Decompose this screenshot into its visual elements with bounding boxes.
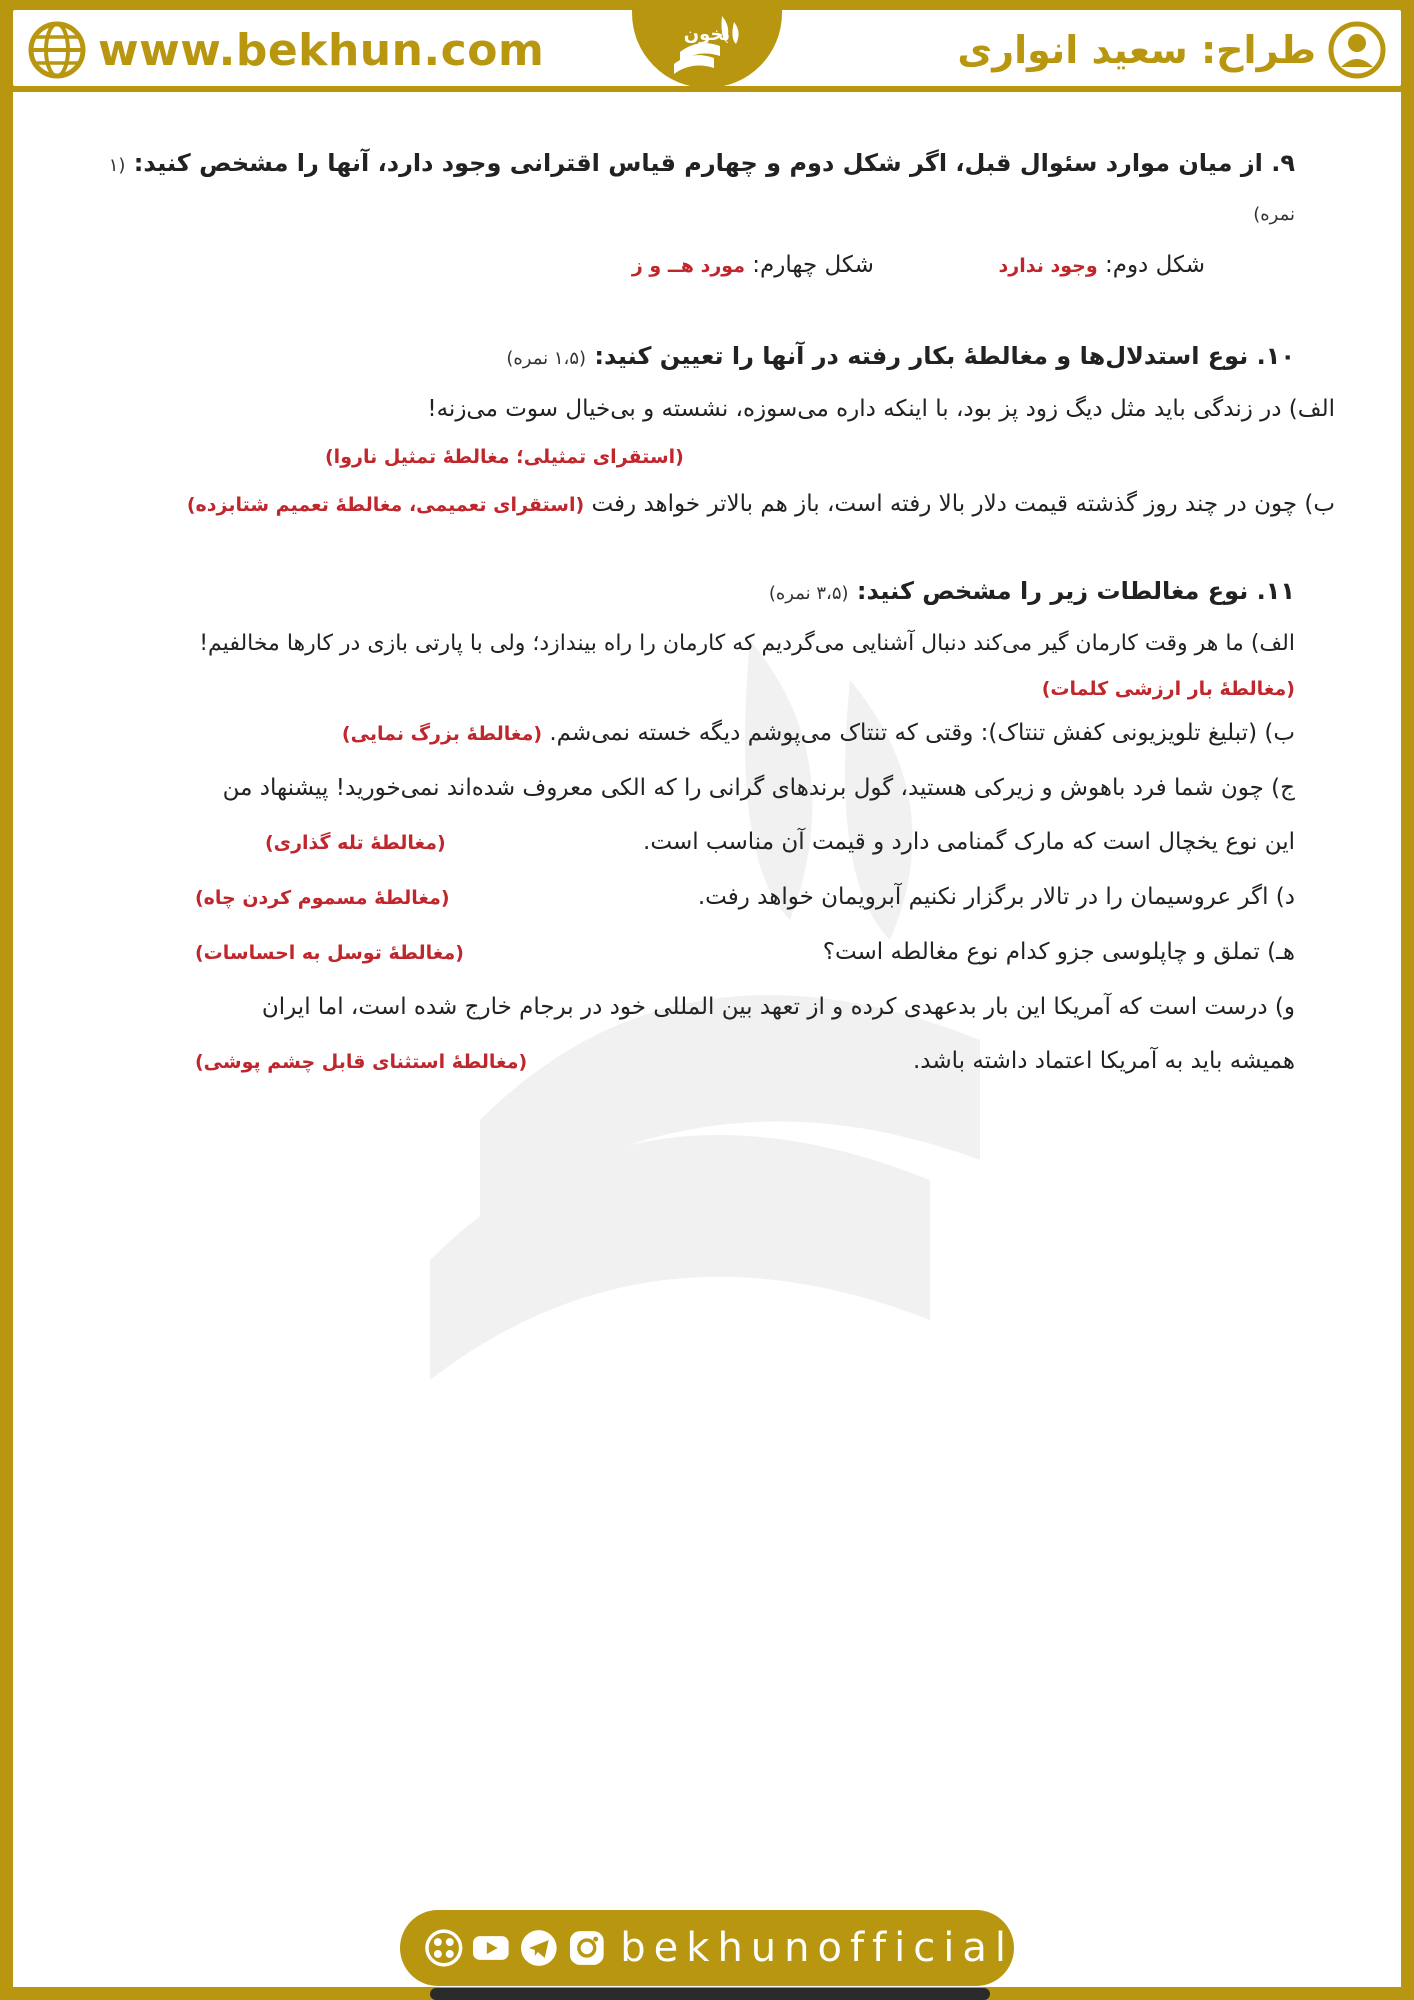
q10-b-text: ب) چون در چند روز گذشته قیمت دلار بالا رفته است، باز هم بالاتر خواهد رفت [591,491,1335,517]
q11-he-answer: (مغالطۀ توسل به احساسات) [195,942,464,964]
telegram-icon[interactable] [519,1928,559,1968]
q10-title [95,333,1295,382]
q11-title-text: ۱۱. نوع مغالطات زیر را مشخص کنید: [856,577,1295,605]
q9-title-text: ۹. از میان موارد سئوال قبل، اگر شکل دوم و چهارم قیاس اقترانی وجود دارد، آنها را مشخص کنید: [133,149,1295,177]
site-url[interactable]: www.bekhun.com [98,24,545,76]
social-footer [400,1910,1014,1986]
q11-alef: الف) ما هر وقت کارمان گیر می‌کند دنبال آشنایی می‌گردیم که کارمان را راه بیندازد؛ ولی با پارتی بازی در کارها مخالفیم! [199,631,1295,656]
q11-dal [95,870,1295,925]
q11-vav-2 [95,1034,1295,1089]
q9-shape2-label: شکل دوم: [1104,252,1205,278]
designer-name: طراح: سعید انواری [957,28,1316,72]
site-link[interactable] [28,20,544,80]
header-bar [0,0,1414,92]
logo-text: بخون [683,24,731,45]
user-icon [1328,21,1386,79]
q9-shape4-label: شکل چهارم: [752,252,874,278]
q9-answers [95,238,1295,293]
q11-be [95,706,1295,761]
q11-vav-text2: همیشه باید به آمریکا اعتماد داشته باشد. [912,1048,1295,1074]
aparat-icon[interactable] [424,1928,464,1968]
footer-shadow [430,1988,990,2000]
q11-title [95,568,1295,617]
q11-alef-answer-row [95,671,1295,706]
q11-alef-answer: (مغالطۀ بار ارزشی کلمات) [1041,678,1295,700]
globe-icon [28,21,86,79]
q10-b [45,477,1335,532]
q11-be-answer: (مغالطۀ بزرگ نمایی) [341,723,543,745]
q11-jim-1: ج) چون شما فرد باهوش و زیرکی هستید، گول برندهای گرانی را که الکی معروف شده‌اند نمی‌خورید! پیشنهاد من [222,775,1295,801]
q10-a: الف) در زندگی باید مثل دیگ زود پز بود، با اینکه داره می‌سوزه، نشسته و بی‌خیال سوت می‌زنه! [427,396,1335,422]
q9-shape4-answer: مورد هــ و ز [631,255,745,277]
q10-b-answer: (استقرای تعمیمی، مغالطۀ تعمیم شتابزده) [186,494,585,516]
q11-be-text: ب) (تبلیغ تلویزیونی کفش تنتاک): وقتی که تنتاک می‌پوشم دیگه خسته نمی‌شم. [549,720,1295,746]
q11-score: (۳،۵ نمره) [768,583,849,604]
designer-block [957,20,1386,80]
q11-dal-text: د) اگر عروسیمان را در تالار برگزار نکنیم آبرویمان خواهد رفت. [697,884,1295,910]
q10-title-text: ۱۰. نوع استدلال‌ها و مغالطۀ بکار رفته در آنها را تعیین کنید: [594,342,1295,370]
q11-jim-answer: (مغالطۀ تله گذاری) [265,832,446,854]
q11-vav-answer: (مغالطۀ استثنای قابل چشم پوشی) [195,1051,528,1073]
youtube-icon[interactable] [471,1928,511,1968]
q11-vav-1: و) درست است که آمریکا این بار بدعهدی کرده و از تعهد بین المللی خود در برجام خارج شده است، اما ایران [261,994,1295,1020]
q9-score: (۱ نمره) [108,155,1295,225]
exam-content [95,140,1335,1089]
q10-score: (۱،۵ نمره) [506,348,587,369]
q9-shape2-answer: وجود ندارد [998,255,1098,277]
q11-he-text: هـ) تملق و چاپلوسی جزو کدام نوع مغالطه است؟ [822,939,1295,965]
q11-jim-text2: این نوع یخچال است که مارک گمنامی دارد و قیمت آن مناسب است. [643,829,1295,855]
q9-title [95,140,1295,238]
instagram-icon[interactable] [567,1928,607,1968]
q11-he [95,925,1295,980]
social-handle[interactable]: bekhunofficial [620,1925,1014,1971]
q11-jim-2 [95,815,1295,870]
q11-dal-answer: (مغالطۀ مسموم کردن چاه) [195,887,450,909]
bekhun-logo-icon [662,6,752,86]
q10-a-answer-row [95,436,1295,477]
q10-a-answer: (استقرای تمثیلی؛ مغالطۀ تمثیل ناروا) [325,446,684,468]
